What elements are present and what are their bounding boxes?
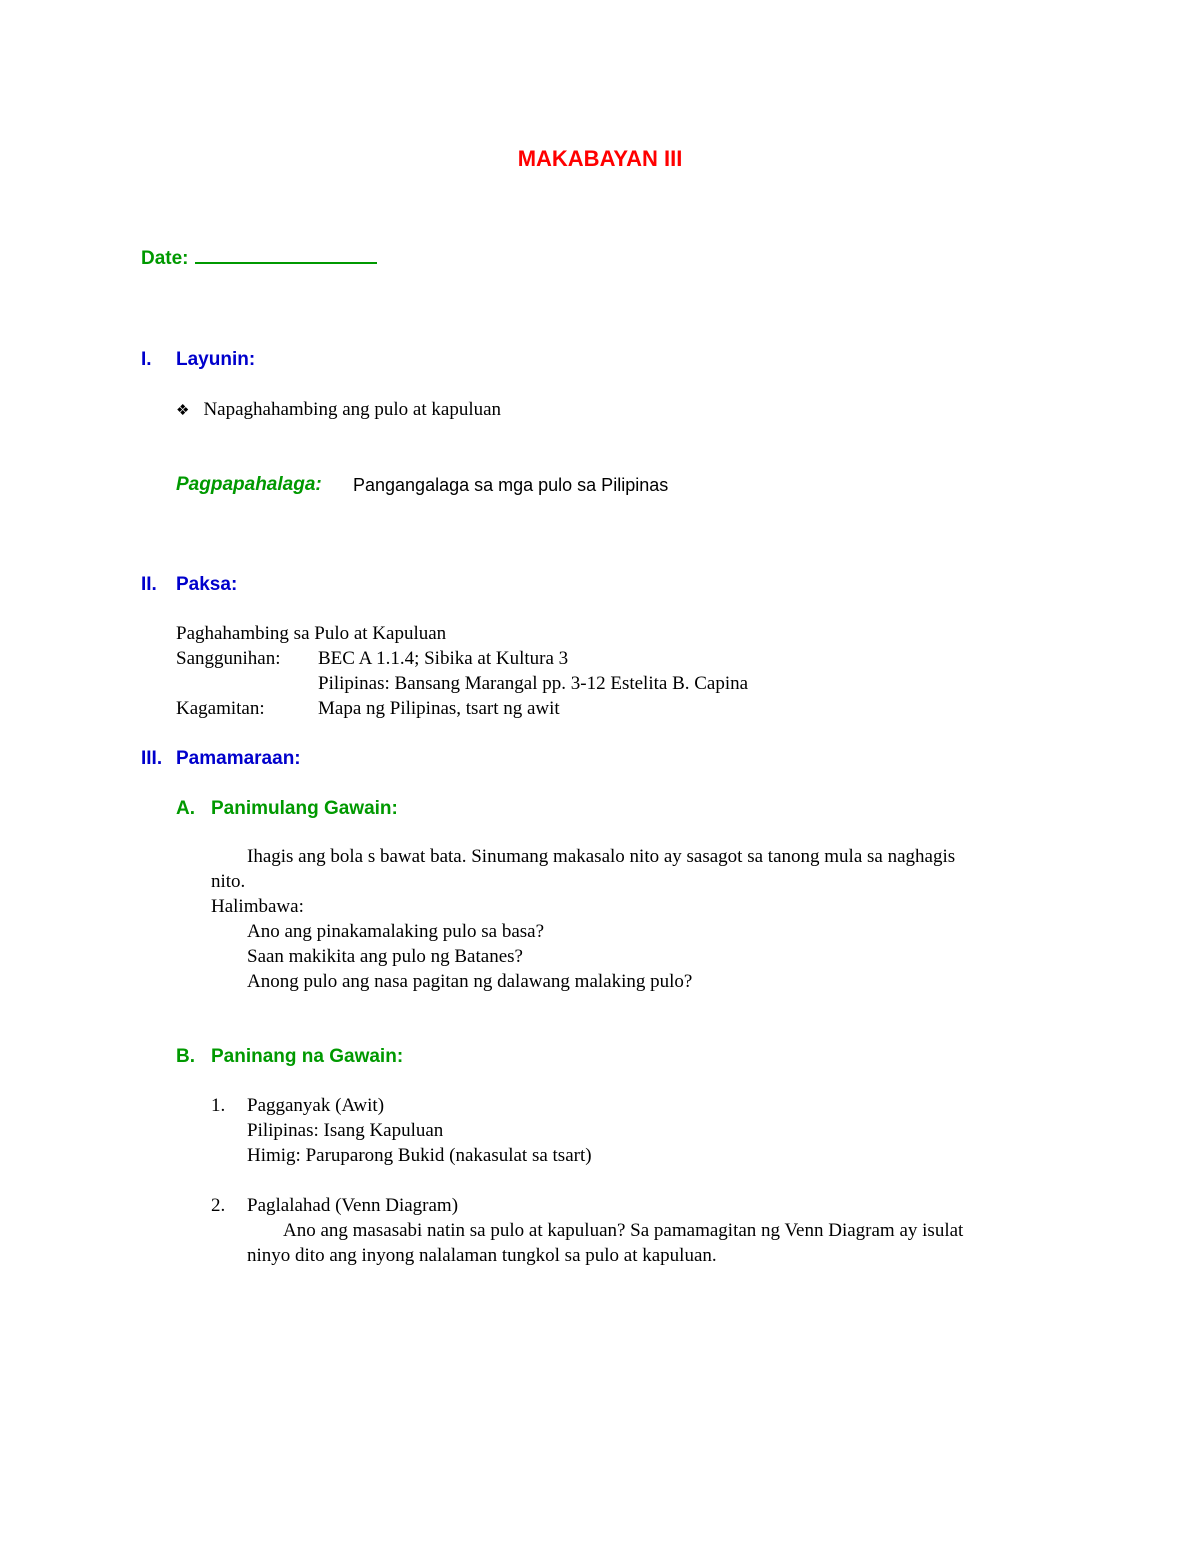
subsection-a-letter: A. [176, 798, 195, 819]
reference-label: Sanggunihan: [176, 648, 281, 669]
section-2-numeral: II. [141, 574, 157, 595]
example-label: Halimbawa: [211, 896, 304, 917]
item-2-line-2: Ano ang masasabi natin sa pulo at kapuluan? Sa pamamagitan ng Venn Diagram ay isulat [283, 1220, 964, 1241]
item-2-line-1: Paglalahad (Venn Diagram) [247, 1195, 459, 1216]
question-1: Ano ang pinakamalaking pulo sa basa? [247, 921, 545, 942]
item-2-line-3: ninyo dito ang inyong nalalaman tungkol sa pulo at kapuluan. [247, 1245, 717, 1266]
date-label: Date: [141, 248, 189, 269]
item-1-line-1: Pagganyak (Awit) [247, 1095, 385, 1116]
reference-line-1: BEC A 1.1.4; Sibika at Kultura 3 [318, 648, 569, 669]
topic-text: Paghahambing sa Pulo at Kapuluan [176, 623, 447, 644]
objective-text: Napaghahambing ang pulo at kapuluan [203, 399, 502, 420]
section-3-heading: Pamamaraan: [176, 748, 301, 769]
section-2-heading: Paksa: [176, 574, 238, 595]
item-1-number: 1. [211, 1095, 226, 1116]
subsection-b-letter: B. [176, 1046, 195, 1067]
date-line [141, 248, 377, 270]
document-title: MAKABAYAN III [517, 146, 683, 171]
item-2-number: 2. [211, 1195, 226, 1216]
value-label: Pagpapahalaga: [176, 474, 322, 495]
section-3-numeral: III. [141, 748, 163, 769]
value-text: Pangangalaga sa mga pulo sa Pilipinas [353, 475, 669, 495]
materials-text: Mapa ng Pilipinas, tsart ng awit [318, 698, 560, 719]
item-1-line-2: Pilipinas: Isang Kapuluan [247, 1120, 444, 1141]
materials-label: Kagamitan: [176, 698, 265, 719]
date-blank [195, 248, 377, 264]
objective-item [176, 399, 501, 421]
question-3: Anong pulo ang nasa pagitan ng dalawang malaking pulo? [247, 971, 693, 992]
diamond-bullet-icon: ❖ [176, 403, 190, 419]
section-1-numeral: I. [141, 349, 152, 370]
subsection-a-heading: Panimulang Gawain: [211, 798, 398, 819]
section-1-heading: Layunin: [176, 349, 256, 370]
activity-paragraph-line-2: nito. [211, 871, 246, 892]
question-2: Saan makikita ang pulo ng Batanes? [247, 946, 523, 967]
item-1-line-3: Himig: Paruparong Bukid (nakasulat sa tsart) [247, 1145, 592, 1166]
activity-paragraph-line-1: Ihagis ang bola s bawat bata. Sinumang makasalo nito ay sasagot sa tanong mula sa naghagis [247, 846, 956, 867]
reference-line-2: Pilipinas: Bansang Marangal pp. 3-12 Estelita B. Capina [318, 673, 749, 694]
subsection-b-heading: Paninang na Gawain: [211, 1046, 404, 1067]
